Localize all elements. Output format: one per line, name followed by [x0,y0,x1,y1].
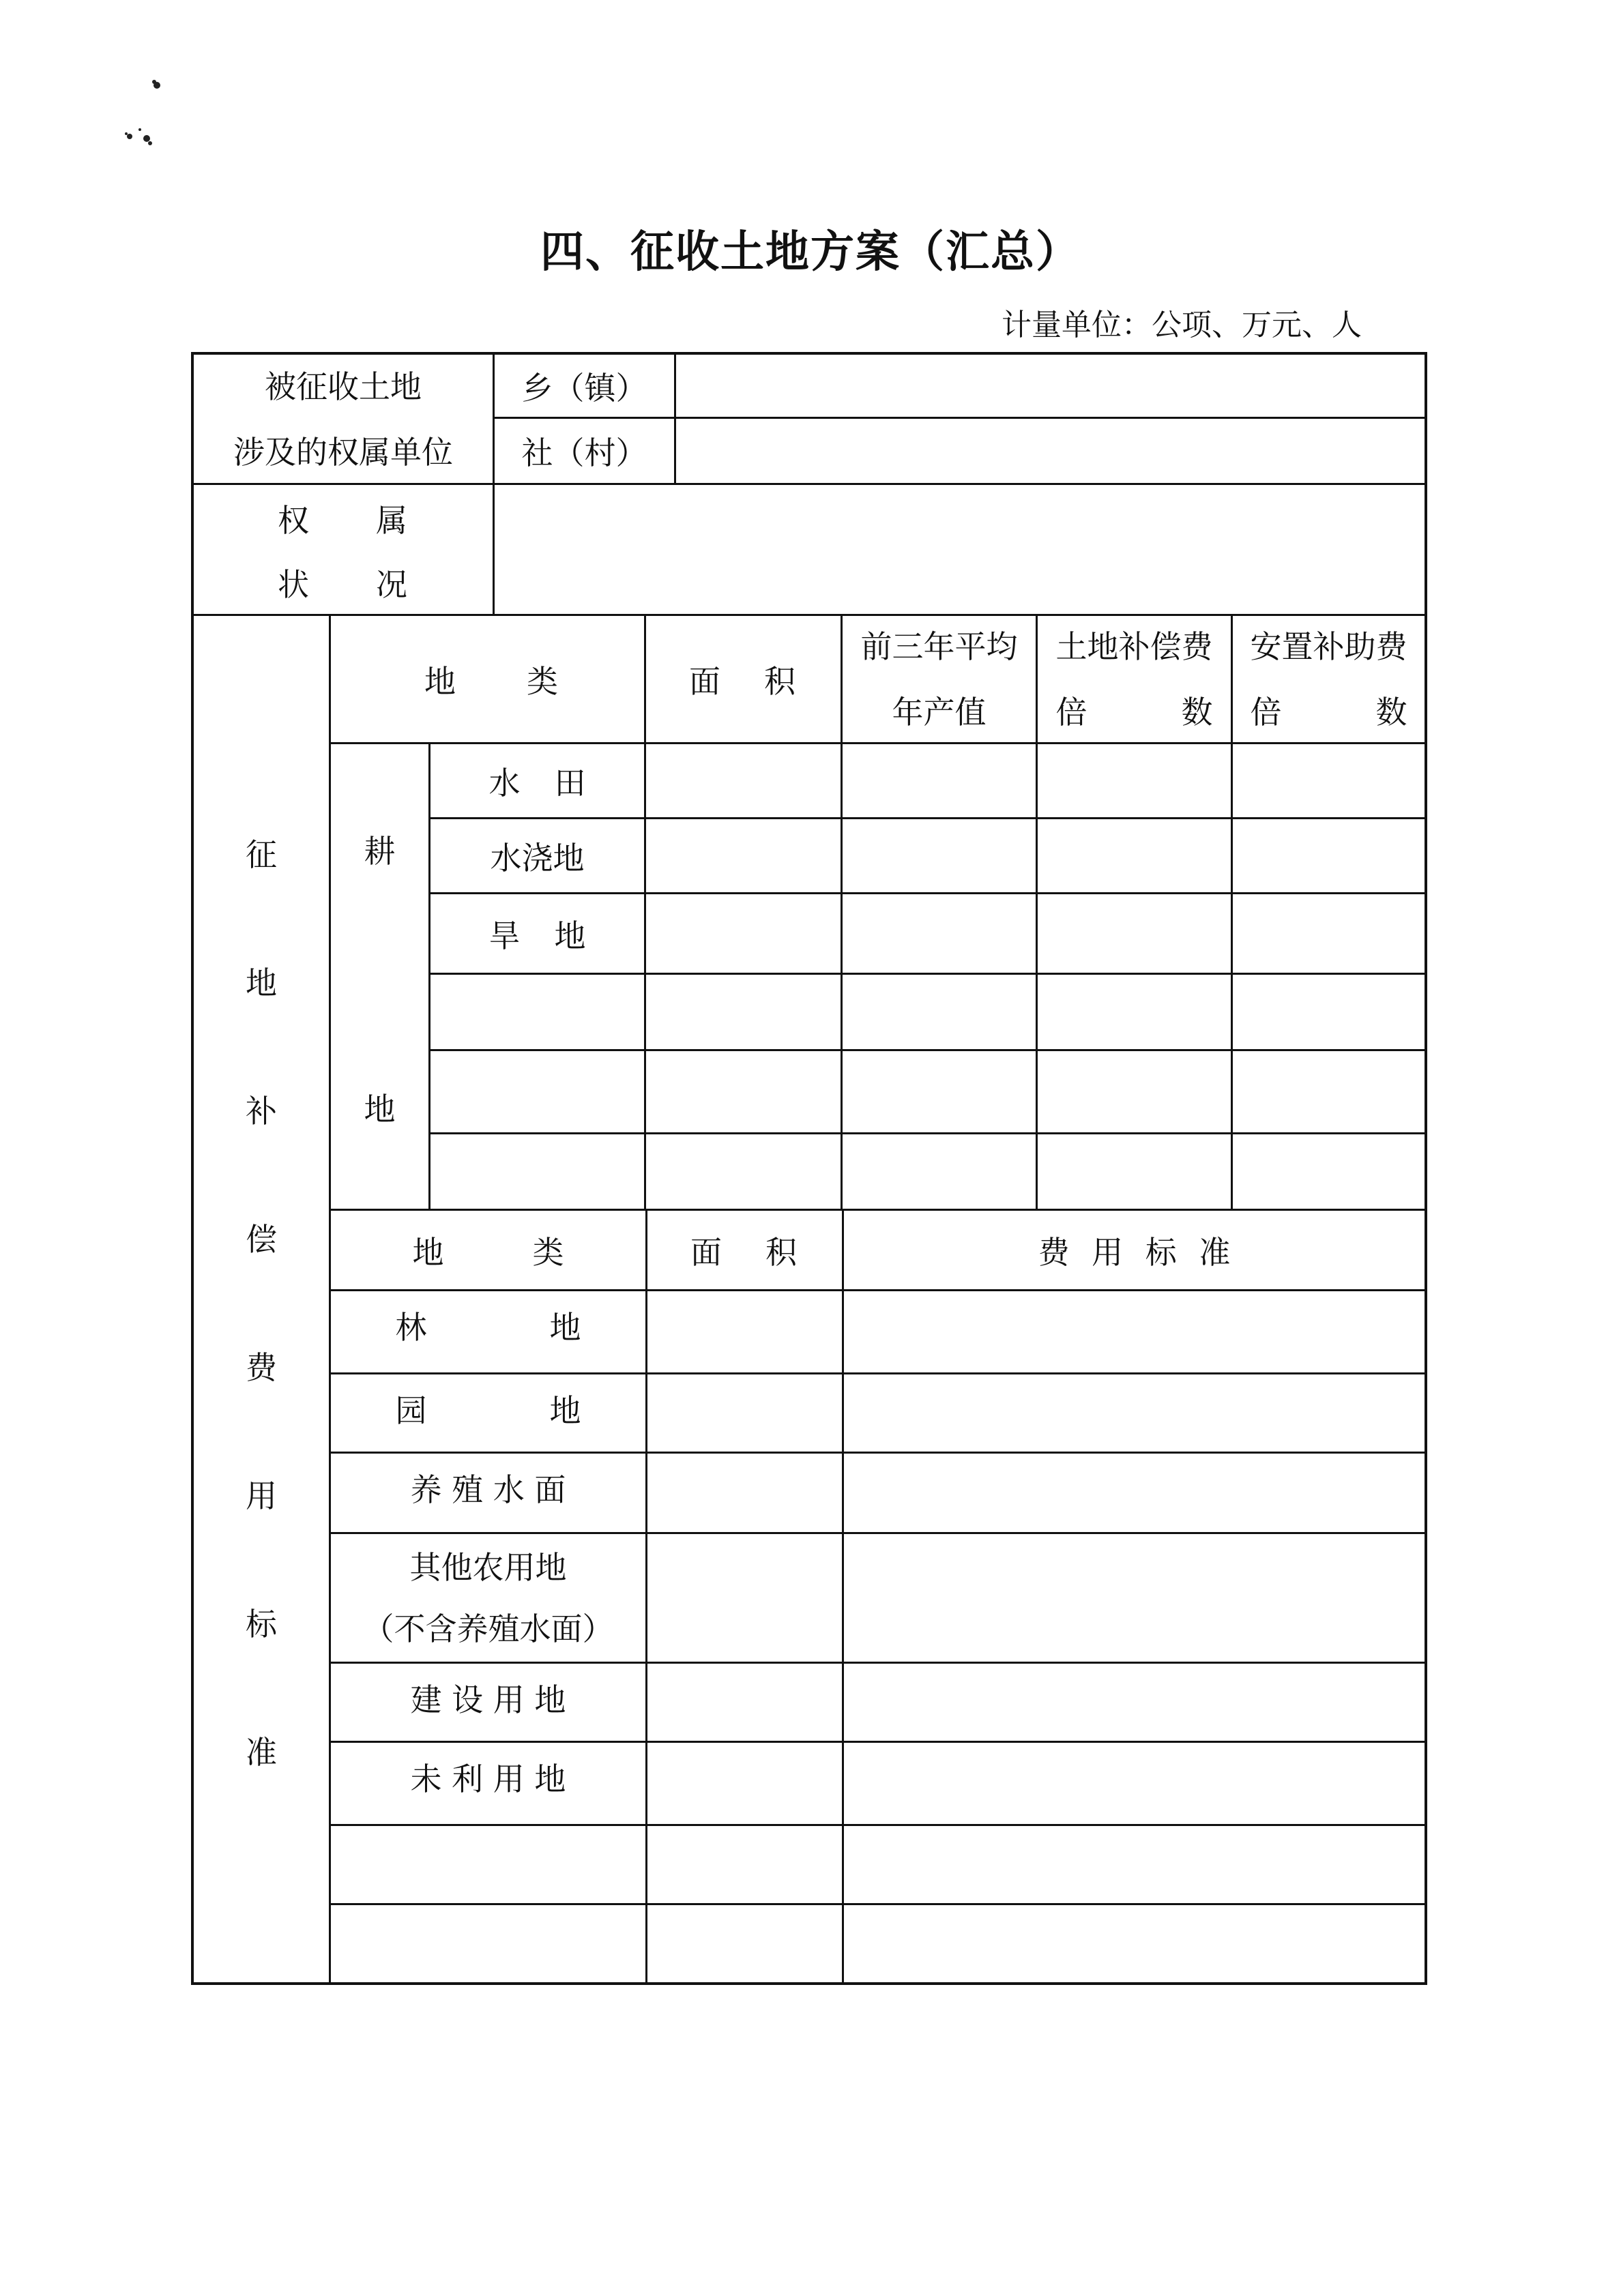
table-row: 其他农用地 （不含养殖水面） [362,1548,614,1647]
header1-land-type: 地 类 [424,662,558,700]
table-row: 园 地 [395,1392,581,1429]
header2-area: 面 积 [690,1233,797,1271]
owner-label-line1: 被征收土地 [265,368,422,405]
header1-resettle-multiple: 安置补助费 倍 数 [1250,628,1407,731]
owner-label-line2: 涉及的权属单位 [233,434,453,471]
header2-land-type: 地 类 [412,1233,564,1271]
header1-area: 面 积 [689,662,795,700]
owner-label [194,355,493,484]
table-row: 水浇地 [490,839,585,877]
header1-avg-output: 前三年平均 年产值 [860,628,1018,731]
township-label: 乡（镇） [521,369,647,407]
header2-fee-standard: 费 用 标 准 [1038,1233,1231,1271]
table-row: 旱 地 [488,917,586,954]
scan-specks [82,68,164,164]
arable-label-bottom: 地 [364,1091,396,1128]
arable-label-top: 耕 [364,833,396,870]
header1-comp-multiple: 土地补偿费 倍 数 [1055,628,1213,731]
village-label: 社（村） [521,435,647,471]
page-title: 四、征收土地方案（汇总） [540,227,1081,278]
table-row: 林 地 [395,1309,581,1346]
table-row: 未 利 用 地 [410,1761,566,1797]
table-row: 建 设 用 地 [410,1681,566,1718]
table-row: 养 殖 水 面 [410,1471,566,1508]
table-row: 水 田 [488,764,586,801]
unit-label: 计量单位：公项、万元、人 [1002,308,1362,342]
